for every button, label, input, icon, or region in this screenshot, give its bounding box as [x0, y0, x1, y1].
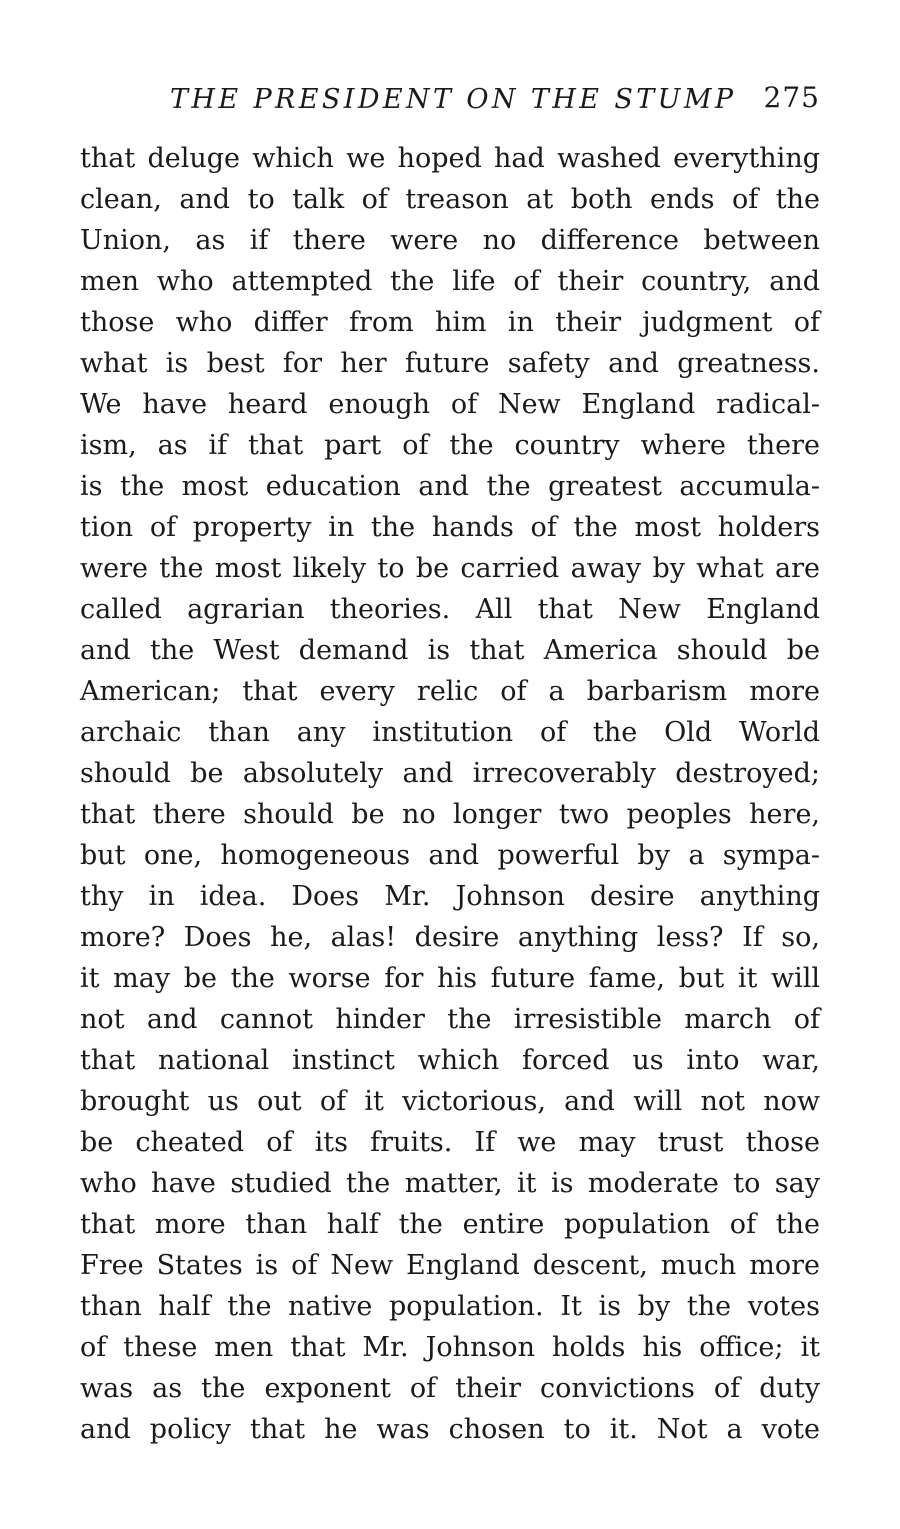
- text-line: than half the native population. It is by the votes: [80, 1291, 820, 1322]
- text-line: not and cannot hinder the irresistible march of: [80, 1004, 820, 1035]
- page-number: 275: [763, 81, 820, 114]
- text-line: Union, as if there were no difference between: [80, 225, 820, 256]
- text-line: that deluge which we hoped had washed everything: [80, 143, 820, 174]
- text-line: that national instinct which forced us into war,: [80, 1045, 820, 1076]
- text-line: archaic than any institution of the Old World: [80, 717, 820, 748]
- text-line: tion of property in the hands of the most holders: [80, 512, 820, 543]
- running-head: [80, 80, 820, 120]
- text-line: was as the exponent of their convictions of duty: [80, 1373, 820, 1404]
- text-line: who have studied the matter, it is moderate to say: [80, 1168, 820, 1199]
- running-title: THE PRESIDENT ON THE STUMP: [170, 84, 737, 115]
- text-line: is the most education and the greatest accumula-: [80, 471, 820, 502]
- text-line: ism, as if that part of the country where there: [80, 430, 820, 461]
- text-line: that there should be no longer two peoples here,: [80, 799, 820, 830]
- text-line: We have heard enough of New England radical-: [80, 389, 820, 420]
- text-line: of these men that Mr. Johnson holds his office; it: [80, 1332, 820, 1363]
- text-line: that more than half the entire population of the: [80, 1209, 820, 1240]
- text-line: and the West demand is that America should be: [80, 635, 820, 666]
- text-line: thy in idea. Does Mr. Johnson desire anything: [80, 881, 820, 912]
- text-line: more? Does he, alas! desire anything less? If so,: [80, 922, 820, 953]
- text-line: men who attempted the life of their country, and: [80, 266, 820, 297]
- text-line: it may be the worse for his future fame, but it will: [80, 963, 820, 994]
- text-line: called agrarian theories. All that New England: [80, 594, 820, 625]
- text-line: Free States is of New England descent, much more: [80, 1250, 820, 1281]
- text-line: brought us out of it victorious, and will not now: [80, 1086, 820, 1117]
- text-line: American; that every relic of a barbarism more: [80, 676, 820, 707]
- text-line: be cheated of its fruits. If we may trust those: [80, 1127, 820, 1158]
- text-line: but one, homogeneous and powerful by a sympa-: [80, 840, 820, 871]
- text-line: and policy that he was chosen to it. Not a vote: [80, 1414, 820, 1445]
- text-line: were the most likely to be carried away by what are: [80, 553, 820, 584]
- body-text: [80, 138, 820, 1450]
- text-line: what is best for her future safety and greatness.: [80, 348, 820, 379]
- text-line: those who differ from him in their judgment of: [80, 307, 820, 338]
- text-line: should be absolutely and irrecoverably destroyed;: [80, 758, 820, 789]
- text-line: clean, and to talk of treason at both ends of the: [80, 184, 820, 215]
